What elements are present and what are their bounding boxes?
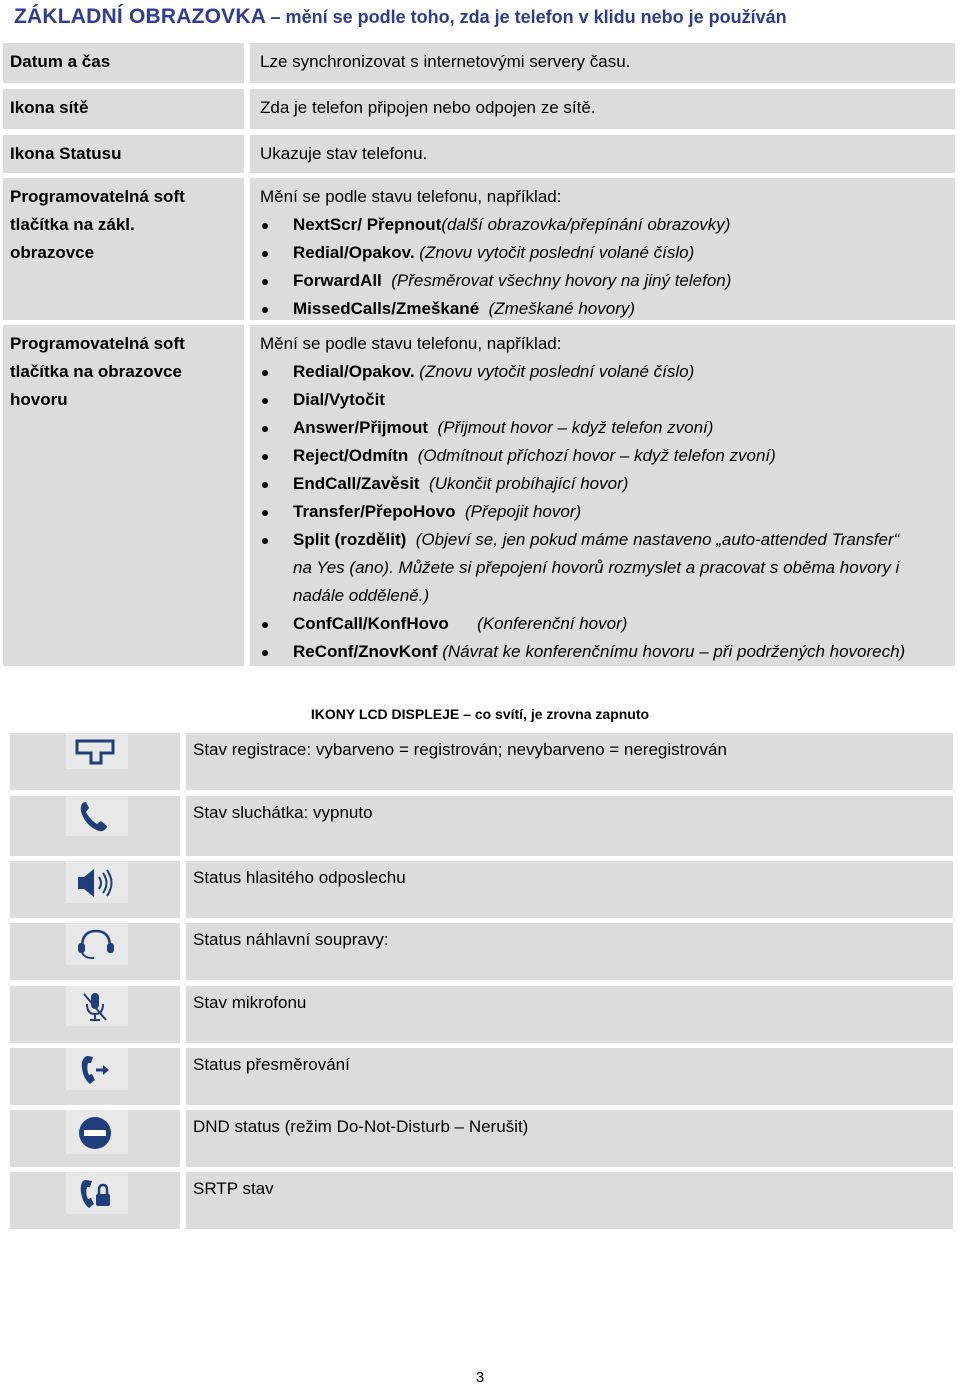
softkeys-call-text [260, 330, 905, 666]
page-title [14, 5, 787, 29]
row-label: Ikona sítě [10, 98, 89, 117]
handset-icon [66, 796, 128, 836]
softkeys-idle-intro: Mění se podle stavu telefonu, například: [260, 187, 562, 206]
lcd-text: Stav sluchátka: vypnuto [193, 803, 373, 822]
speaker-icon [66, 861, 128, 903]
list-item: ForwardAll (Přesměrovat všechny hovory na jiný telefon) [260, 267, 731, 295]
list-item-continued: nadále odděleně.) [293, 586, 430, 605]
list-item: MissedCalls/Zmeškané (Zmeškané hovory) [260, 295, 731, 323]
list-item: Dial/Vytočit [260, 386, 905, 414]
list-item: Answer/Přijmout (Přijmout hovor – když telefon zvoní) [260, 414, 905, 442]
softkeys-call-intro: Mění se podle stavu telefonu, například: [260, 334, 562, 353]
lcd-text: SRTP stav [193, 1179, 274, 1198]
lcd-row [10, 1110, 953, 1167]
list-item: Redial/Opakov. (Znovu vytočit poslední volané číslo) [260, 358, 905, 386]
list-item: Split (rozdělit) (Objeví se, jen pokud máme nastaveno „auto-attended Transfer“ [260, 526, 905, 554]
dnd-icon [66, 1110, 128, 1154]
table-row [3, 89, 955, 129]
row-label: Datum a čas [10, 52, 111, 71]
lcd-row [10, 986, 953, 1043]
list-item: NextScr/ Přepnout(další obrazovka/přepínání obrazovky) [260, 211, 731, 239]
row-label: Ikona Statusu [10, 144, 122, 163]
registration-icon [66, 733, 128, 769]
page-number: 3 [475, 1369, 485, 1386]
table-row [3, 43, 955, 83]
lcd-text: Stav mikrofonu [193, 993, 307, 1012]
list-item: EndCall/Zavěsit (Ukončit probíhající hovor) [260, 470, 905, 498]
lcd-row [10, 796, 953, 856]
lcd-row [10, 923, 953, 980]
list-item: Reject/Odmítn (Odmítnout příchozí hovor – když telefon zvoní) [260, 442, 905, 470]
page-title-sub: – mění se podle toho, zda je telefon v klidu nebo je používán [270, 7, 787, 27]
lcd-text: DND status (režim Do-Not-Disturb – Nerušit) [193, 1117, 529, 1136]
lcd-row [10, 861, 953, 918]
softkeys-idle-text [260, 183, 731, 323]
list-item: Redial/Opakov. (Znovu vytočit poslední volané číslo) [260, 239, 731, 267]
srtp-lock-icon [66, 1172, 128, 1214]
list-item-continued: na Yes (ano). Můžete si přepojení hovorů rozmyslet a pracovat s oběma hovory i [293, 558, 900, 577]
row-text: Zda je telefon připojen nebo odpojen ze sítě. [260, 98, 596, 117]
lcd-row [10, 733, 953, 790]
lcd-text: Status hlasitého odposlechu [193, 868, 406, 887]
softkeys-call-label: Programovatelná soft tlačítka na obrazovce hovoru [10, 334, 185, 409]
lcd-text: Status náhlavní soupravy: [193, 930, 389, 949]
list-item: ConfCall/KonfHovo (Konferenční hovor) [260, 610, 905, 638]
softkeys-idle-row [3, 178, 955, 320]
list-item: Transfer/PřepoHovo (Přepojit hovor) [260, 498, 905, 526]
row-text: Lze synchronizovat s internetovými servery času. [260, 52, 631, 71]
mic-muted-icon [66, 986, 128, 1026]
lcd-row [10, 1048, 953, 1105]
headset-icon [66, 923, 128, 965]
lcd-heading: IKONY LCD DISPLEJE – co svítí, je zrovna zapnuto [310, 706, 650, 722]
lcd-text: Stav registrace: vybarveno = registrován; nevybarveno = neregistrován [193, 740, 727, 759]
call-forward-icon [66, 1048, 128, 1090]
lcd-row [10, 1172, 953, 1229]
list-item: ReConf/ZnovKonf (Návrat ke konferenčnímu hovoru – při podržených hovorech) [260, 638, 905, 666]
softkeys-call-row [3, 325, 955, 666]
softkeys-idle-label: Programovatelná soft tlačítka na zákl. obrazovce [10, 187, 185, 262]
page-title-main: ZÁKLADNÍ OBRAZOVKA [14, 5, 267, 28]
row-text: Ukazuje stav telefonu. [260, 144, 428, 163]
table-row [3, 135, 955, 173]
lcd-text: Status přesměrování [193, 1055, 350, 1074]
